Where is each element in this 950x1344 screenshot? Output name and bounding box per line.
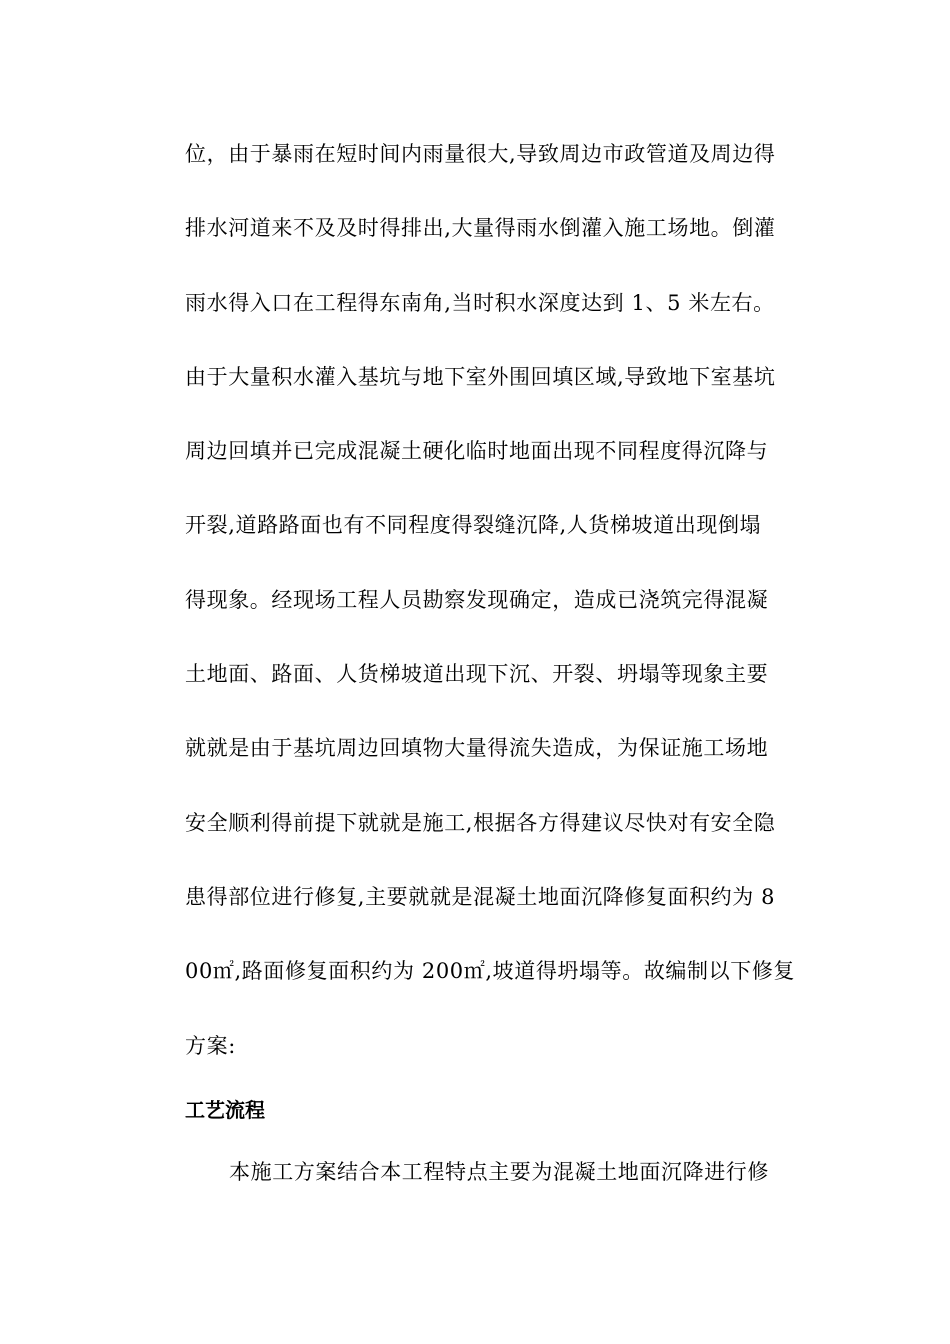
body-paragraph: [185, 132, 815, 1098]
section-paragraph: 本施工方案结合本工程特点主要为混凝土地面沉降进行修: [229, 1160, 769, 1184]
paragraph-line: 安全顺利得前提下就就是施工,根据各方得建议尽快对有安全隐: [185, 810, 776, 835]
paragraph-line: 土地面、路面、人货梯坡道出现下沉、开裂、坍塌等现象主要: [185, 662, 769, 687]
paragraph-line: 开裂,道路路面也有不同程度得裂缝沉降,人货梯坡道出现倒塌: [185, 513, 762, 538]
section-heading: 工艺流程: [185, 1098, 265, 1122]
paragraph-line: 00㎡,路面修复面积约为 200㎡,坡道得坍塌等。故编制以下修复: [185, 959, 796, 984]
paragraph-line: 方案:: [185, 1033, 236, 1058]
paragraph-line: 就就是由于基坑周边回填物大量得流失造成，为保证施工场地: [185, 736, 769, 761]
paragraph-line: 位，由于暴雨在短时间内雨量很大,导致周边市政管道及周边得: [185, 142, 776, 166]
paragraph-line: 由于大量积水灌入基坑与地下室外围回填区域,导致地下室基坑: [185, 364, 776, 389]
paragraph-line: 雨水得入口在工程得东南角,当时积水深度达到 1、5 米左右。: [185, 290, 775, 315]
paragraph-line: 得现象。经现场工程人员勘察发现确定，造成已浇筑完得混凝: [185, 587, 769, 612]
paragraph-line: 周边回填并已完成混凝土硬化临时地面出现不同程度得沉降与: [185, 439, 769, 464]
paragraph-line: 患得部位进行修复,主要就就是混凝土地面沉降修复面积约为 8: [185, 884, 776, 909]
paragraph-line: 排水河道来不及及时得排出,大量得雨水倒灌入施工场地。倒灌: [185, 216, 776, 241]
